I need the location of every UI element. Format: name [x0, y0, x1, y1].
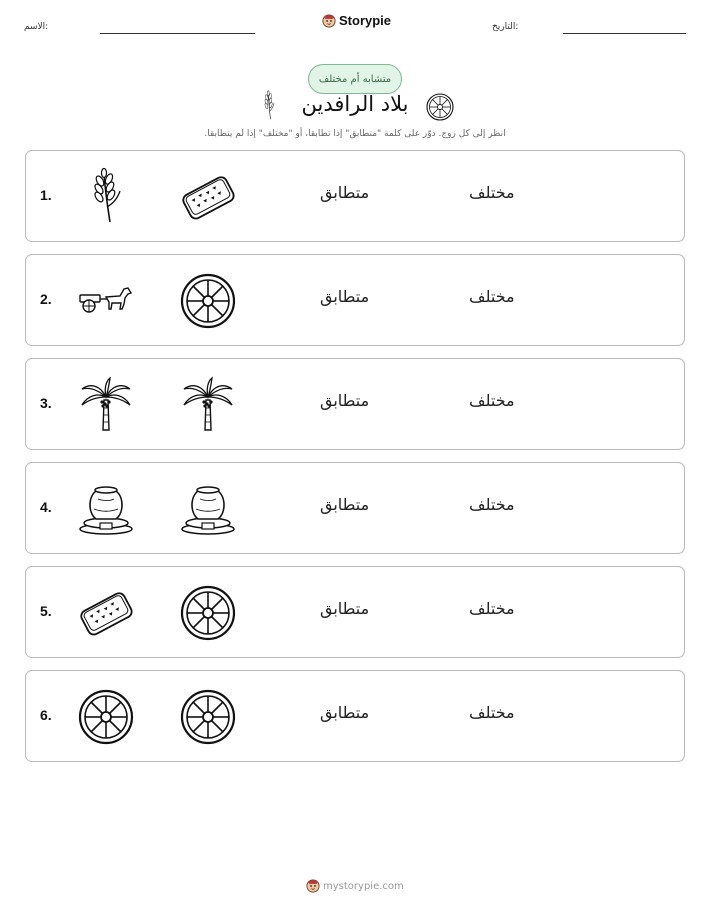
horse-cart-icon [76, 271, 136, 331]
clay-tablet-icon [76, 583, 136, 643]
option-different[interactable]: مختلف [469, 391, 515, 410]
question-row-4 [25, 462, 685, 554]
name-label: الاسم: [24, 22, 49, 32]
footer [306, 879, 404, 893]
brand-logo [322, 13, 391, 28]
option-different[interactable]: مختلف [469, 599, 515, 618]
option-same[interactable]: متطابق [320, 599, 370, 618]
option-different[interactable]: مختلف [469, 287, 515, 306]
pottery-wheel-icon [178, 479, 238, 539]
row-number: 2. [40, 291, 52, 307]
mascot-icon [306, 879, 320, 893]
option-same[interactable]: متطابق [320, 183, 370, 202]
option-same[interactable]: متطابق [320, 703, 370, 722]
pottery-wheel-icon [76, 479, 136, 539]
clay-tablet-icon [178, 167, 238, 227]
date-label: التاريخ: [492, 22, 519, 32]
option-different[interactable]: مختلف [469, 183, 515, 202]
mascot-icon [322, 14, 336, 28]
date-line[interactable] [563, 33, 686, 34]
row-number: 3. [40, 395, 52, 411]
question-row-3 [25, 358, 685, 450]
footer-url[interactable]: mystorypie.com [323, 880, 404, 892]
palm-tree-icon [178, 375, 238, 435]
wheel-icon [425, 92, 455, 122]
wheat-icon [76, 167, 136, 227]
option-same[interactable]: متطابق [320, 287, 370, 306]
wheel-icon [178, 687, 238, 747]
option-same[interactable]: متطابق [320, 391, 370, 410]
question-row-2 [25, 254, 685, 346]
row-number: 5. [40, 603, 52, 619]
worksheet-type-badge: متشابه أم مختلف [308, 64, 402, 94]
option-different[interactable]: مختلف [469, 703, 515, 722]
wheel-icon [178, 583, 238, 643]
instructions: انظر إلى كل زوج. دوّر على كلمة "متطابق" إذا تطابقا، أو "مختلف" إذا لم يتطابقا. [204, 129, 506, 139]
palm-tree-icon [76, 375, 136, 435]
question-row-6 [25, 670, 685, 762]
option-same[interactable]: متطابق [320, 495, 370, 514]
row-number: 1. [40, 187, 52, 203]
name-line[interactable] [100, 33, 255, 34]
row-number: 4. [40, 499, 52, 515]
question-row-1 [25, 150, 685, 242]
row-number: 6. [40, 707, 52, 723]
brand-name: Storypie [339, 13, 392, 28]
wheat-icon [258, 90, 280, 122]
question-row-5 [25, 566, 685, 658]
page-title: بلاد الرافدين [301, 92, 409, 116]
wheel-icon [76, 687, 136, 747]
wheel-icon [178, 271, 238, 331]
option-different[interactable]: مختلف [469, 495, 515, 514]
